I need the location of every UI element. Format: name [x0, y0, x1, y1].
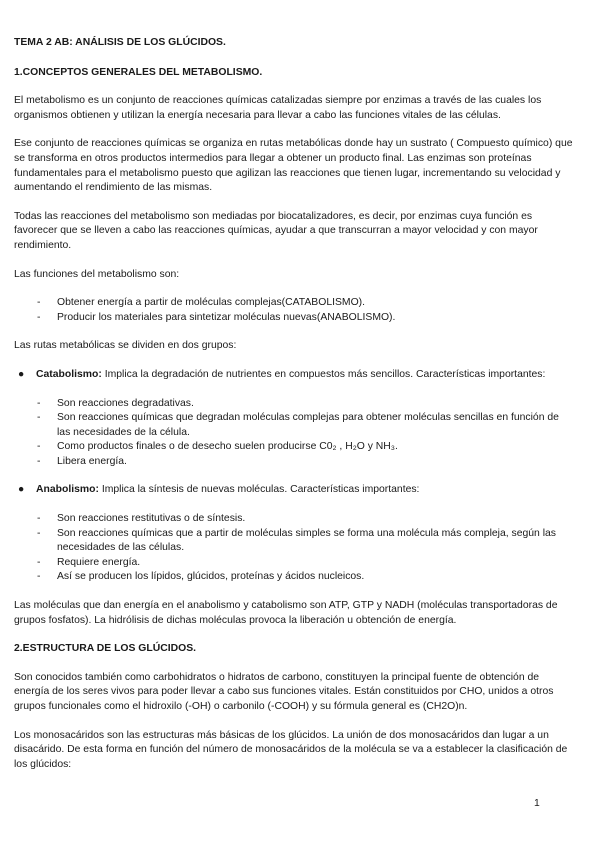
anabolismo-list — [14, 512, 574, 585]
anabolismo-label: Anabolismo: — [36, 484, 99, 496]
paragraph: Ese conjunto de reacciones químicas se organiza en rutas metabólicas donde hay un sustrato ( Compuesto químico) que se transforma en otros productos intermedios para llegar a obtener un producto final. Las enzimas son proteínas fundamentales para el metabolismo puesto que agilizan las reacciones que tienen lugar, incrementando su velocidad y aumentando el rendimiento de las mismas. — [14, 138, 573, 194]
list-item: - Producir los materiales para sintetizar moléculas nuevas(ANABOLISMO). — [14, 311, 574, 326]
paragraph: Todas las reacciones del metabolismo son mediadas por biocatalizadores, es decir, por enzimas cuya función es favorecer que se lleven a cabo las reacciones químicas, ayudar a que transcurran a mayor velocidad y con mayor rendimiento. — [14, 210, 538, 251]
section-title-2: 2.ESTRUCTURA DE LOS GLÚCIDOS. — [14, 643, 197, 655]
list-item: - Como productos finales o de desecho suelen producirse C0₂ , H₂O y NH₃. — [14, 440, 574, 455]
document-page — [14, 36, 574, 786]
functions-list — [14, 296, 574, 325]
dash-marker: - — [37, 571, 41, 583]
bullet-icon: ● — [18, 368, 25, 380]
anabolismo-heading — [14, 483, 574, 498]
list-item: - Son reacciones degradativas. — [14, 397, 574, 412]
paragraph: Las funciones del metabolismo son: — [14, 268, 180, 280]
list-item: - Son reacciones químicas que a partir de moléculas simples se forma una molécula más compleja, según las necesidades de las células. — [37, 527, 556, 554]
dash-marker: - — [37, 412, 41, 424]
page-number: 1 — [534, 798, 540, 809]
paragraph: Son conocidos también como carbohidratos o hidratos de carbono, constituyen la principal fuente de obtención de energía de los seres vivos para poder llevar a cabo sus funciones vitales. Están constituidos por CHO, unidos a otros grupos funcionales como el hidroxilo (-OH) o carbonilo (-COOH) y su fórmula general es (CH2O)n. — [14, 671, 554, 712]
dash-marker: - — [37, 455, 41, 467]
dash-marker: - — [37, 513, 41, 525]
paragraph: Las moléculas que dan energía en el anabolismo y catabolismo son ATP, GTP y NADH (moléculas transportadoras de grupos fosfatos). La hidrólisis de dichas moléculas provoca la liberación u obtención de energía. — [14, 600, 558, 626]
list-item: - Requiere energía. — [14, 556, 574, 571]
anabolismo-text: Implica la síntesis de nuevas moléculas. Características importantes: — [98, 484, 420, 496]
list-item: - Libera energía. — [14, 455, 574, 470]
paragraph: El metabolismo es un conjunto de reacciones químicas catalizadas siempre por enzimas a través de las cuales los organismos obtienen y utilizan la energía necesaria para llevar a cabo las funciones vitales de las células. — [14, 95, 542, 121]
catabolismo-text: Implica la degradación de nutrientes en compuestos más sencillos. Características importantes: — [101, 368, 546, 380]
bullet-icon: ● — [18, 484, 25, 496]
list-item: - Son reacciones químicas que degradan moléculas complejas para obtener moléculas sencillas en función de las necesidades de la célula. — [37, 412, 559, 438]
section-title-1: 1.CONCEPTOS GENERALES DEL METABOLISMO. — [14, 66, 263, 78]
document-title: TEMA 2 AB: ANÁLISIS DE LOS GLÚCIDOS. — [14, 37, 226, 48]
list-item: - Obtener energía a partir de moléculas complejas(CATABOLISMO). — [14, 296, 574, 311]
catabolismo-label: Catabolismo: — [36, 368, 102, 380]
catabolismo-list — [14, 397, 574, 470]
catabolismo-heading — [14, 368, 574, 383]
dash-marker: - — [37, 441, 41, 453]
dash-marker: - — [37, 527, 41, 539]
list-item: - Son reacciones restitutivas o de síntesis. — [14, 512, 574, 527]
list-item: - Así se producen los lípidos, glúcidos, proteínas y ácidos nucleicos. — [14, 570, 574, 585]
dash-marker: - — [37, 556, 41, 568]
paragraph: Los monosacáridos son las estructuras más básicas de los glúcidos. La unión de dos monosacáridos dan lugar a un disacárido. De esta forma en función del número de monosacáridos de la molécula se va a establecer la clasificación de los glúcidos: — [14, 729, 568, 770]
dash-marker: - — [37, 297, 41, 309]
paragraph: Las rutas metabólicas se dividen en dos grupos: — [14, 340, 237, 352]
dash-marker: - — [37, 397, 41, 409]
dash-marker: - — [37, 311, 41, 323]
